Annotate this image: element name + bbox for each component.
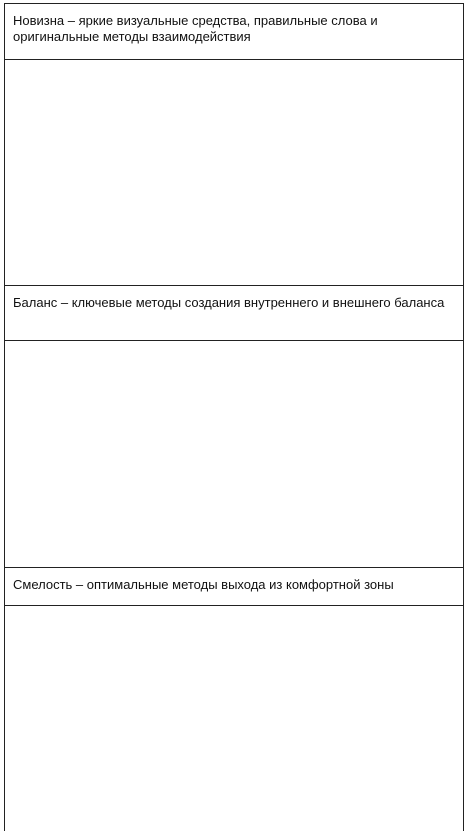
section-header [5,568,463,606]
section-title-balance: Баланс – ключевые методы создания внутреннего и внешнего баланса [13,295,445,310]
section-title-novelty: Новизна – яркие визуальные средства, правильные слова и оригинальные методы взаимодействия [13,13,378,44]
section-novelty [5,4,463,286]
section-header [5,4,463,60]
section-body-novelty[interactable] [5,60,463,286]
worksheet-table [4,3,464,831]
section-title-courage: Смелость – оптимальные методы выхода из комфортной зоны [13,577,394,592]
section-courage [5,568,463,832]
section-balance [5,286,463,568]
section-body-courage[interactable] [5,606,463,832]
section-header [5,286,463,341]
section-body-balance[interactable] [5,341,463,568]
